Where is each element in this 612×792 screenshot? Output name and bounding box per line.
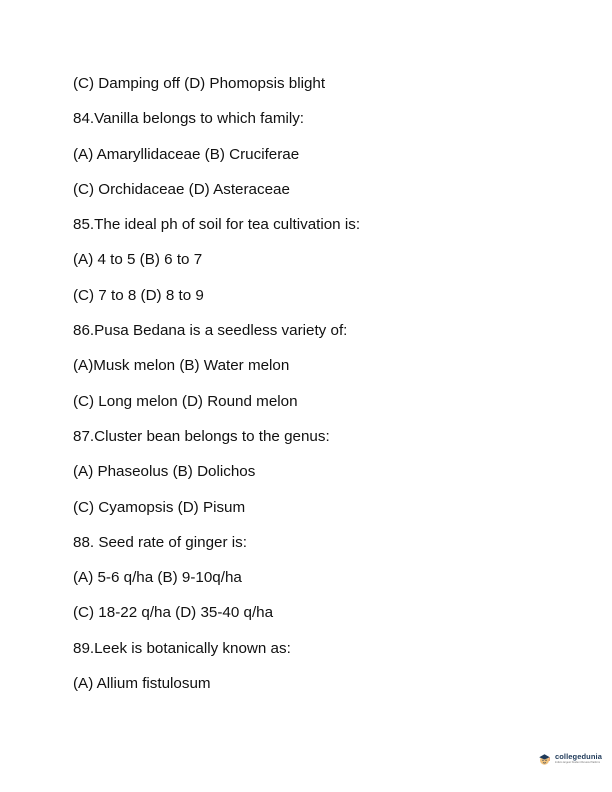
- option-line: (A) Phaseolus (B) Dolichos: [73, 463, 256, 481]
- question-line: 85.The ideal ph of soil for tea cultivation is:: [73, 216, 361, 234]
- option-line: (A)Musk melon (B) Water melon: [73, 357, 290, 375]
- option-line: (C) 7 to 8 (D) 8 to 9: [73, 286, 204, 304]
- question-line: 89.Leek is botanically known as:: [73, 639, 291, 657]
- logo-tagline: India's largest Student Review Platform: [554, 760, 601, 764]
- logo-brand: collegedunia: [554, 752, 602, 762]
- option-line: (C) 18-22 q/ha (D) 35-40 q/ha: [73, 604, 274, 622]
- option-line: (A) Allium fistulosum: [73, 675, 211, 693]
- question-line: 88. Seed rate of ginger is:: [73, 533, 247, 551]
- option-line: (C) Long melon (D) Round melon: [73, 392, 298, 410]
- option-line: (A) Amaryllidaceae (B) Cruciferae: [73, 145, 300, 163]
- option-line: (A) 5-6 q/ha (B) 9-10q/ha: [73, 569, 242, 587]
- question-line: 84.Vanilla belongs to which family:: [73, 110, 305, 128]
- option-line: (A) 4 to 5 (B) 6 to 7: [73, 251, 203, 269]
- question-line: 86.Pusa Bedana is a seedless variety of:: [73, 322, 348, 340]
- mascot-icon: [537, 752, 552, 767]
- option-line: (C) Orchidaceae (D) Asteraceae: [73, 180, 290, 198]
- question-line: 87.Cluster bean belongs to the genus:: [73, 427, 330, 445]
- option-line: (C) Cyamopsis (D) Pisum: [73, 498, 246, 516]
- logo-text: [555, 753, 602, 764]
- collegedunia-logo: [537, 750, 602, 768]
- option-line: (C) Damping off (D) Phomopsis blight: [73, 75, 326, 92]
- question-list: [73, 74, 573, 709]
